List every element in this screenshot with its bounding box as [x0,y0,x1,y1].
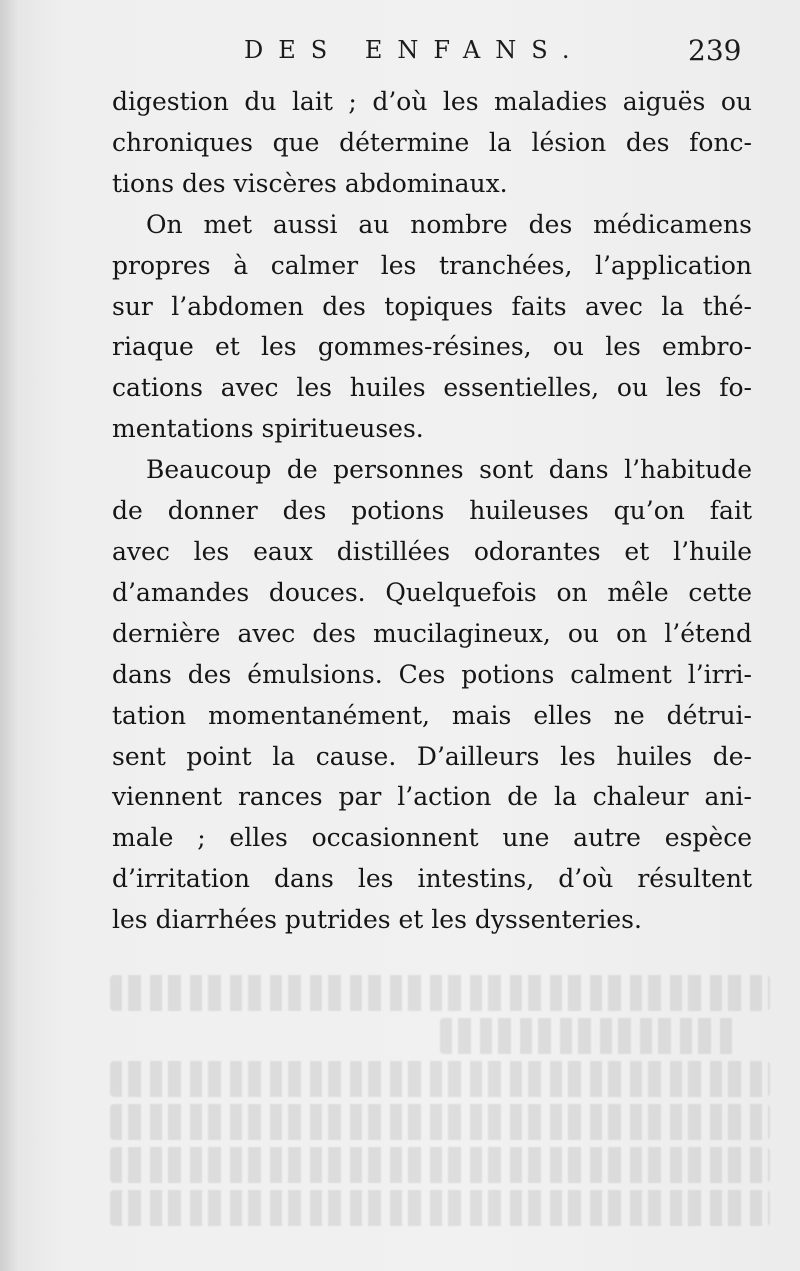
show-through-line [110,975,770,1011]
paragraph-1 [112,82,752,205]
text-line: cations avec les huiles essentielles, ou les fo- [112,373,752,403]
text-line: tation momentanément, mais elles ne détrui- [112,700,752,730]
running-head [0,32,800,72]
text-line: les diarrhées putrides et les dyssenteries. [112,905,642,935]
page-number: 239 [688,34,742,67]
page-gutter-shadow [0,0,18,1271]
show-through-line [110,1147,770,1183]
show-through-line [110,1104,770,1140]
text-line: avec les eaux distillées odorantes et l’huile [112,536,752,566]
text-line: male ; elles occasionnent une autre espèce [112,823,752,853]
show-through-from-reverse [110,975,770,1245]
running-title: DES ENFANS. [244,36,585,64]
show-through-line [110,1190,770,1226]
text-line: chroniques que détermine la lésion des fonc- [112,127,752,157]
text-line: sent point la cause. D’ailleurs les huiles de- [112,741,752,771]
text-line: dernière avec des mucilagineux, ou on l’étend [112,618,752,648]
paragraph-3 [112,450,752,941]
show-through-line [440,1018,737,1054]
text-line: d’amandes douces. Quelquefois on mêle cette [112,577,752,607]
text-line: sur l’abdomen des topiques faits avec la thé- [112,291,752,321]
text-line: viennent rances par l’action de la chaleur ani- [112,782,752,812]
text-line: On met aussi au nombre des médicamens [146,209,752,239]
text-line: dans des émulsions. Ces potions calment l’irri- [112,659,752,689]
text-line: mentations spiritueuses. [112,414,424,444]
paragraph-2 [112,205,752,450]
text-line: de donner des potions huileuses qu’on fait [112,496,752,526]
text-line: digestion du lait ; d’où les maladies aiguës ou [112,87,752,116]
text-line: Beaucoup de personnes sont dans l’habitude [146,455,752,485]
text-line: d’irritation dans les intestins, d’où résultent [112,864,752,894]
text-line: tions des viscères abdominaux. [112,168,508,198]
body-text [112,82,752,941]
show-through-line [110,1061,770,1097]
text-line: propres à calmer les tranchées, l’application [112,250,752,280]
text-line: riaque et les gommes-résines, ou les embro- [112,332,752,362]
